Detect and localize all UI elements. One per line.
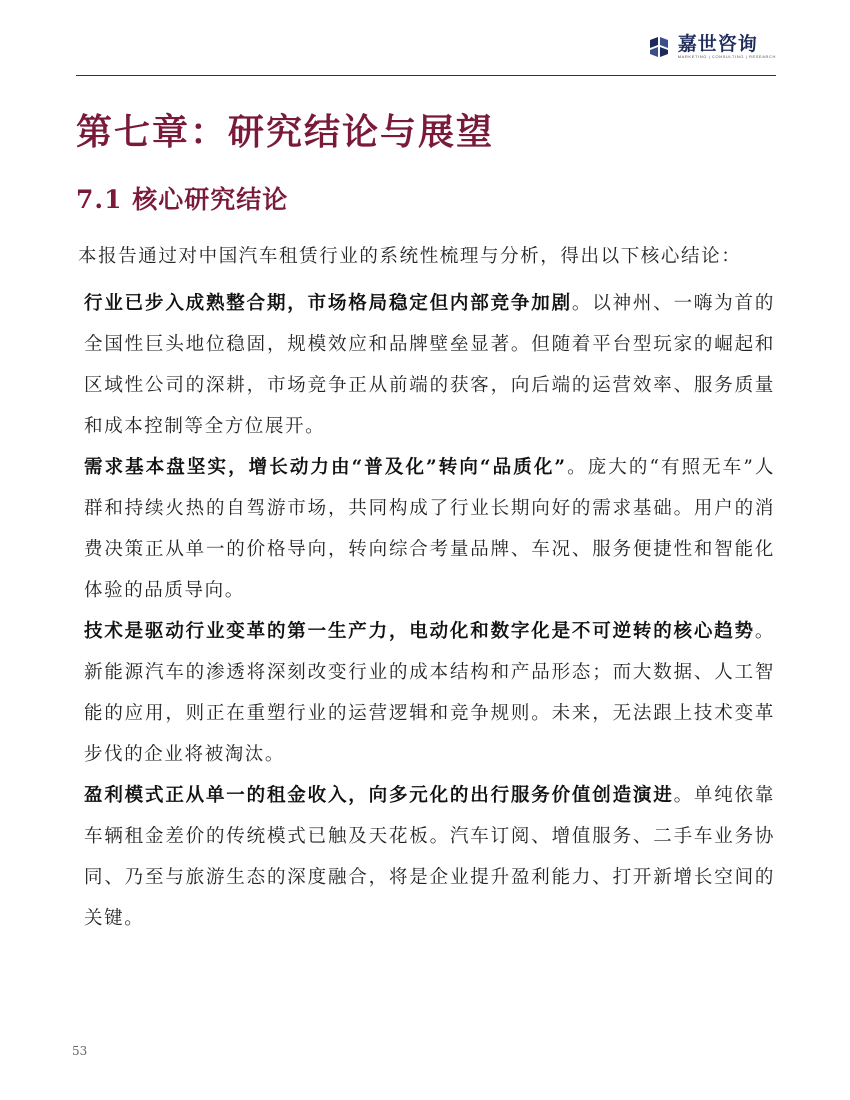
- point-lead: 需求基本盘坚实，增长动力由“普及化”转向“品质化”: [84, 457, 567, 478]
- point-lead: 行业已步入成熟整合期，市场格局稳定但内部竞争加剧: [84, 293, 572, 314]
- page-number: 53: [72, 1044, 88, 1058]
- logo-tagline: MARKETING | CONSULTING | RESEARCH: [677, 54, 776, 59]
- point-lead: 技术是驱动行业变革的第一生产力，电动化和数字化是不可逆转的核心趋势: [84, 621, 755, 642]
- point-body: 。单纯依靠车辆租金差价的传统模式已触及天花板。汽车订阅、增值服务、二手车业务协同、乃至与旅游生态的深度融合，将是企业提升盈利能力、打开新增长空间的关键。: [84, 785, 775, 929]
- conclusion-point-3: [78, 611, 775, 775]
- chapter-title: 第七章：研究结论与展望: [76, 111, 495, 153]
- body-content: [78, 236, 775, 939]
- point-body: 。以神州、一嗨为首的全国性巨头地位稳固，规模效应和品牌壁垒显著。但随着平台型玩家的崛起和区域性公司的深耕，市场竞争正从前端的获客，向后端的运营效率、服务质量和成本控制等全方位展开。: [84, 293, 775, 437]
- point-lead: 盈利模式正从单一的租金收入，向多元化的出行服务价值创造演进: [84, 785, 674, 806]
- page-header: [76, 34, 776, 76]
- section-title: 7.1 核心研究结论: [76, 185, 289, 214]
- conclusion-point-4: [78, 775, 775, 939]
- logo-name: 嘉世咨询: [677, 33, 758, 55]
- conclusion-point-2: [78, 447, 775, 611]
- conclusion-point-1: [78, 283, 775, 447]
- intro-paragraph: 本报告通过对中国汽车租赁行业的系统性梳理与分析，得出以下核心结论：: [78, 246, 742, 267]
- logo-mark-icon: [646, 34, 672, 60]
- header-divider: [76, 75, 776, 76]
- point-body: 。新能源汽车的渗透将深刻改变行业的成本结构和产品形态；而大数据、人工智能的应用，则正在重塑行业的运营逻辑和竞争规则。未来，无法跟上技术变革步伐的企业将被淘汰。: [84, 621, 775, 765]
- point-body: 。庞大的“有照无车”人群和持续火热的自驾游市场，共同构成了行业长期向好的需求基础。用户的消费决策正从单一的价格导向，转向综合考量品牌、车况、服务便捷性和智能化体验的品质导向。: [84, 457, 775, 601]
- company-logo: [646, 34, 776, 60]
